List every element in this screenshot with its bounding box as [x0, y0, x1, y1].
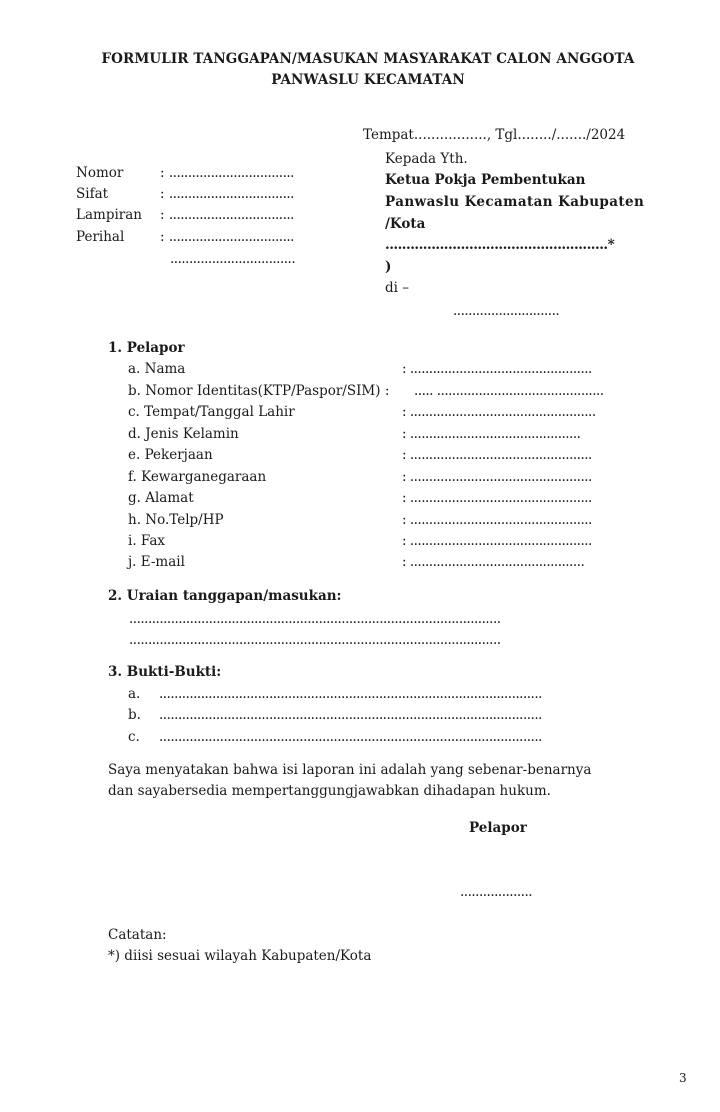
form-title-line-2: PANWASLU KECAMATAN [271, 72, 465, 88]
addressee-location-blank[interactable]: ............................ [453, 303, 560, 319]
field-value-alamat[interactable]: : ................................................ [402, 490, 592, 506]
page-number: 3 [679, 1071, 687, 1085]
meta-sep: : [160, 186, 165, 202]
notes-heading: Catatan: [108, 927, 167, 943]
field-label-nama: a. Nama [128, 361, 186, 377]
meta-value[interactable]: ................................. [168, 186, 294, 202]
meta-extra-line[interactable]: ................................. [170, 251, 296, 267]
field-value-pekerjaan[interactable]: : ................................................ [402, 447, 592, 463]
field-label-tempat-tanggal-lahir: c. Tempat/Tanggal Lahir [128, 404, 295, 420]
bukti-label-b: b. [128, 707, 141, 723]
addressee-line-1: Ketua Pokja Pembentukan [385, 172, 586, 188]
field-label-fax: i. Fax [128, 533, 166, 549]
section-1-heading: 1. Pelapor [108, 340, 185, 356]
addressee-greeting: Kepada Yth. [385, 151, 468, 167]
field-value-nomor-identitas[interactable]: ..... ............................................ [414, 383, 604, 399]
meta-row-nomor [76, 165, 294, 181]
field-value-tempat-tanggal-lahir[interactable]: : ................................................. [402, 404, 596, 420]
field-label-jenis-kelamin: d. Jenis Kelamin [128, 426, 239, 442]
field-label-nomor-identitas: b. Nomor Identitas(KTP/Paspor/SIM) : [128, 383, 390, 399]
field-value-email[interactable]: : .............................................. [402, 554, 585, 570]
uraian-line-1[interactable]: .................................................................................................. [129, 611, 501, 627]
bukti-value-b[interactable]: ..................................................................................................... [159, 707, 542, 723]
meta-label: Sifat [76, 186, 109, 202]
bukti-label-c: c. [128, 729, 140, 745]
meta-row-lampiran [76, 207, 294, 223]
section-2-heading: 2. Uraian tanggapan/masukan: [108, 588, 342, 604]
meta-row-sifat [76, 186, 294, 202]
field-value-telp[interactable]: : ................................................ [402, 512, 592, 528]
form-title-line-1: FORMULIR TANGGAPAN/MASUKAN MASYARAKAT CALON ANGGOTA [101, 51, 635, 67]
notes-text: *) diisi sesuai wilayah Kabupaten/Kota [108, 948, 372, 964]
field-label-email: j. E-mail [128, 554, 185, 570]
bukti-value-a[interactable]: ..................................................................................................... [159, 686, 542, 702]
addressee-line-3: /Kota [385, 216, 426, 232]
field-label-pekerjaan: e. Pekerjaan [128, 447, 213, 463]
field-value-nama[interactable]: : ................................................ [402, 361, 592, 377]
section-3-heading: 3. Bukti-Bukti: [108, 664, 222, 680]
meta-label: Perihal [76, 229, 125, 245]
field-value-jenis-kelamin[interactable]: : ............................................. [402, 426, 581, 442]
uraian-line-2[interactable]: .................................................................................................. [129, 632, 501, 648]
meta-value[interactable]: ................................. [168, 165, 294, 181]
field-label-alamat: g. Alamat [128, 490, 194, 506]
meta-row-perihal [76, 229, 294, 245]
meta-sep: : [160, 207, 165, 223]
field-label-telp: h. No.Telp/HP [128, 512, 224, 528]
meta-value[interactable]: ................................. [168, 229, 294, 245]
bukti-label-a: a. [128, 686, 141, 702]
meta-value[interactable]: ................................. [168, 207, 294, 223]
bukti-value-c[interactable]: ..................................................................................................... [159, 729, 542, 745]
meta-sep: : [160, 229, 165, 245]
signature-label: Pelapor [469, 820, 527, 836]
addressee-line-6: di – [385, 280, 410, 296]
place-date-line: Tempat................., Tgl......../......./2024 [363, 127, 626, 143]
field-value-kewarganegaraan[interactable]: : ................................................ [402, 469, 592, 485]
statement-line-2: dan sayabersedia mempertanggungjawabkan dihadapan hukum. [108, 783, 551, 799]
statement-line-1: Saya menyatakan bahwa isi laporan ini adalah yang sebenar-benarnya [108, 762, 592, 778]
addressee-line-2: Panwaslu Kecamatan Kabupaten [385, 194, 645, 210]
meta-label: Nomor [76, 165, 124, 181]
signature-name-blank[interactable]: ................... [460, 884, 533, 900]
addressee-region-blank[interactable]: .....................................................* [385, 237, 615, 253]
meta-label: Lampiran [76, 207, 142, 223]
addressee-line-5: ) [385, 259, 392, 275]
meta-sep: : [160, 165, 165, 181]
field-label-kewarganegaraan: f. Kewarganegaraan [128, 469, 267, 485]
field-value-fax[interactable]: : ................................................ [402, 533, 592, 549]
